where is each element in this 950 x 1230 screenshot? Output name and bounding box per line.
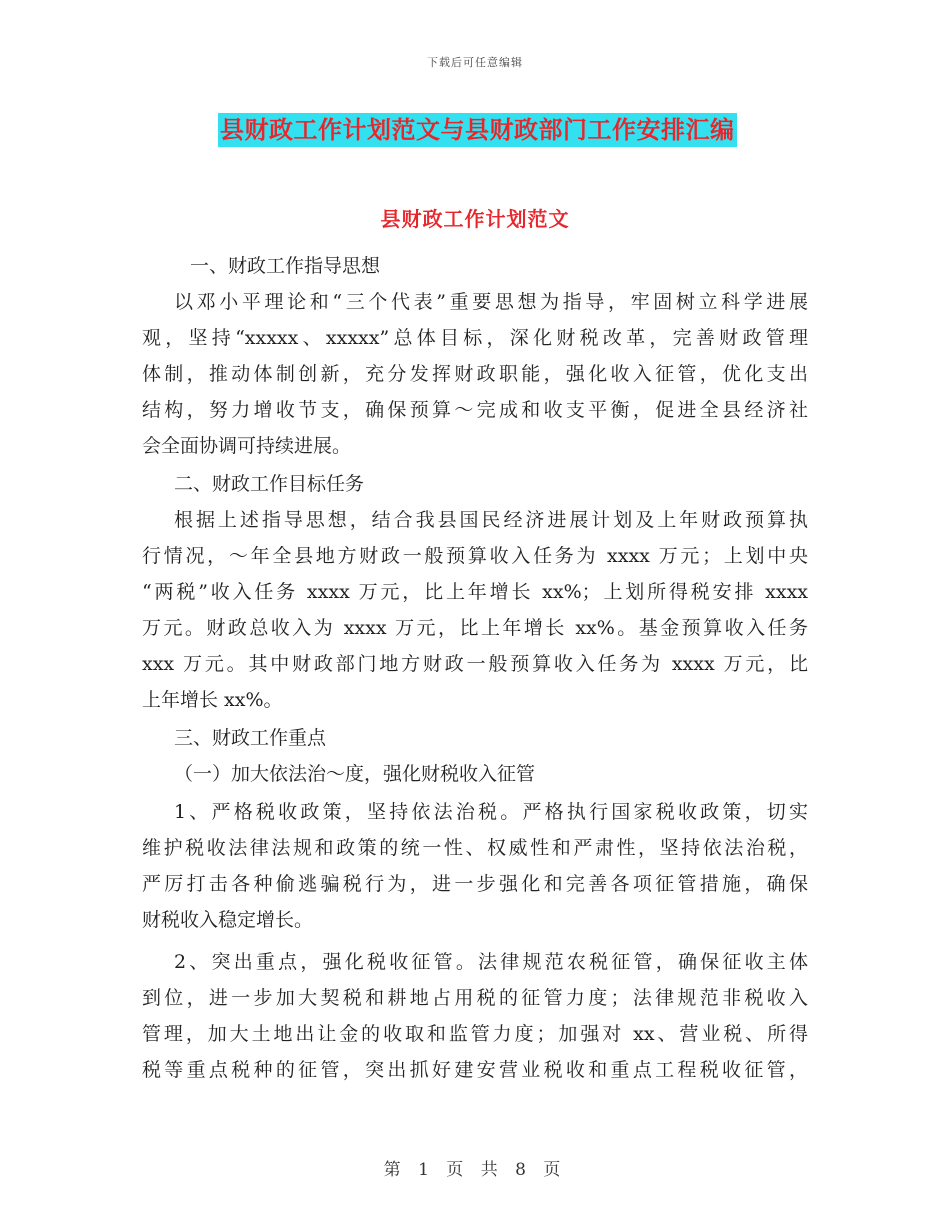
paragraph-line: xxx 万元。其中财政部门地方财政一般预算收入任务为 xxxx 万元，比: [142, 653, 808, 675]
heading-guiding-ideology: 一、财政工作指导思想: [190, 255, 381, 277]
paragraph-line: 万元。财政总收入为 xxxx 万元，比上年增长 xx%。基金预算收入任务: [142, 617, 808, 639]
paragraph-line: “两税”收入任务 xxxx 万元，比上年增长 xx%；上划所得税安排 xxxx: [142, 581, 808, 603]
heading-goals-tasks: 二、财政工作目标任务: [174, 473, 365, 495]
paragraph-line: 根据上述指导思想，结合我县国民经济进展计划及上年财政预算执: [174, 509, 808, 531]
paragraph-line: 财税收入稳定增长。: [142, 909, 314, 931]
section-title: 县财政工作计划范文: [380, 207, 570, 231]
paragraph-line: 税等重点税种的征管，突出抓好建安营业税收和重点工程税收征管，: [142, 1059, 808, 1081]
paragraph-line: 2、突出重点，强化税收征管。法律规范农税征管，确保征收主体: [174, 951, 808, 973]
paragraph-line: 会全面协调可持续进展。: [142, 435, 352, 457]
subheading-law-enforcement: （一）加大依法治～度，强化财税收入征管: [174, 763, 536, 785]
paragraph-line: 严厉打击各种偷逃骗税行为，进一步强化和完善各项征管措施，确保: [142, 873, 808, 895]
document-body: [142, 248, 808, 1088]
paragraph-line: 体制，推动体制创新，充分发挥财政职能，强化收入征管，优化支出: [142, 363, 808, 385]
paragraph-line: 1、严格税收政策，坚持依法治税。严格执行国家税收政策，切实: [174, 801, 808, 823]
paragraph-line: 观，坚持“xxxxx、xxxxx”总体目标，深化财税改革，完善财政管理: [142, 327, 808, 349]
heading-work-focus: 三、财政工作重点: [174, 727, 327, 749]
document-main-title: 县财政工作计划范文与县财政部门工作安排汇编: [218, 113, 737, 147]
paragraph-line: 结构，努力增收节支，确保预算～完成和收支平衡，促进全县经济社: [142, 399, 808, 421]
paragraph-line: 维护税收法律法规和政策的统一性、权威性和严肃性，坚持依法治税，: [142, 837, 808, 859]
paragraph-line: 到位，进一步加大契税和耕地占用税的征管力度；法律规范非税收入: [142, 987, 808, 1009]
paragraph-line: 上年增长 xx%。: [142, 689, 283, 711]
header-note: 下载后可任意编辑: [427, 56, 523, 69]
paragraph-line: 管理，加大土地出让金的收取和监管力度；加强对 xx、营业税、所得: [142, 1023, 808, 1045]
paragraph-line: 以邓小平理论和“三个代表”重要思想为指导，牢固树立科学进展: [174, 291, 808, 313]
page-number-footer: 第 1 页 共 8 页: [383, 1160, 567, 1180]
paragraph-line: 行情况，～年全县地方财政一般预算收入任务为 xxxx 万元；上划中央: [142, 545, 808, 567]
